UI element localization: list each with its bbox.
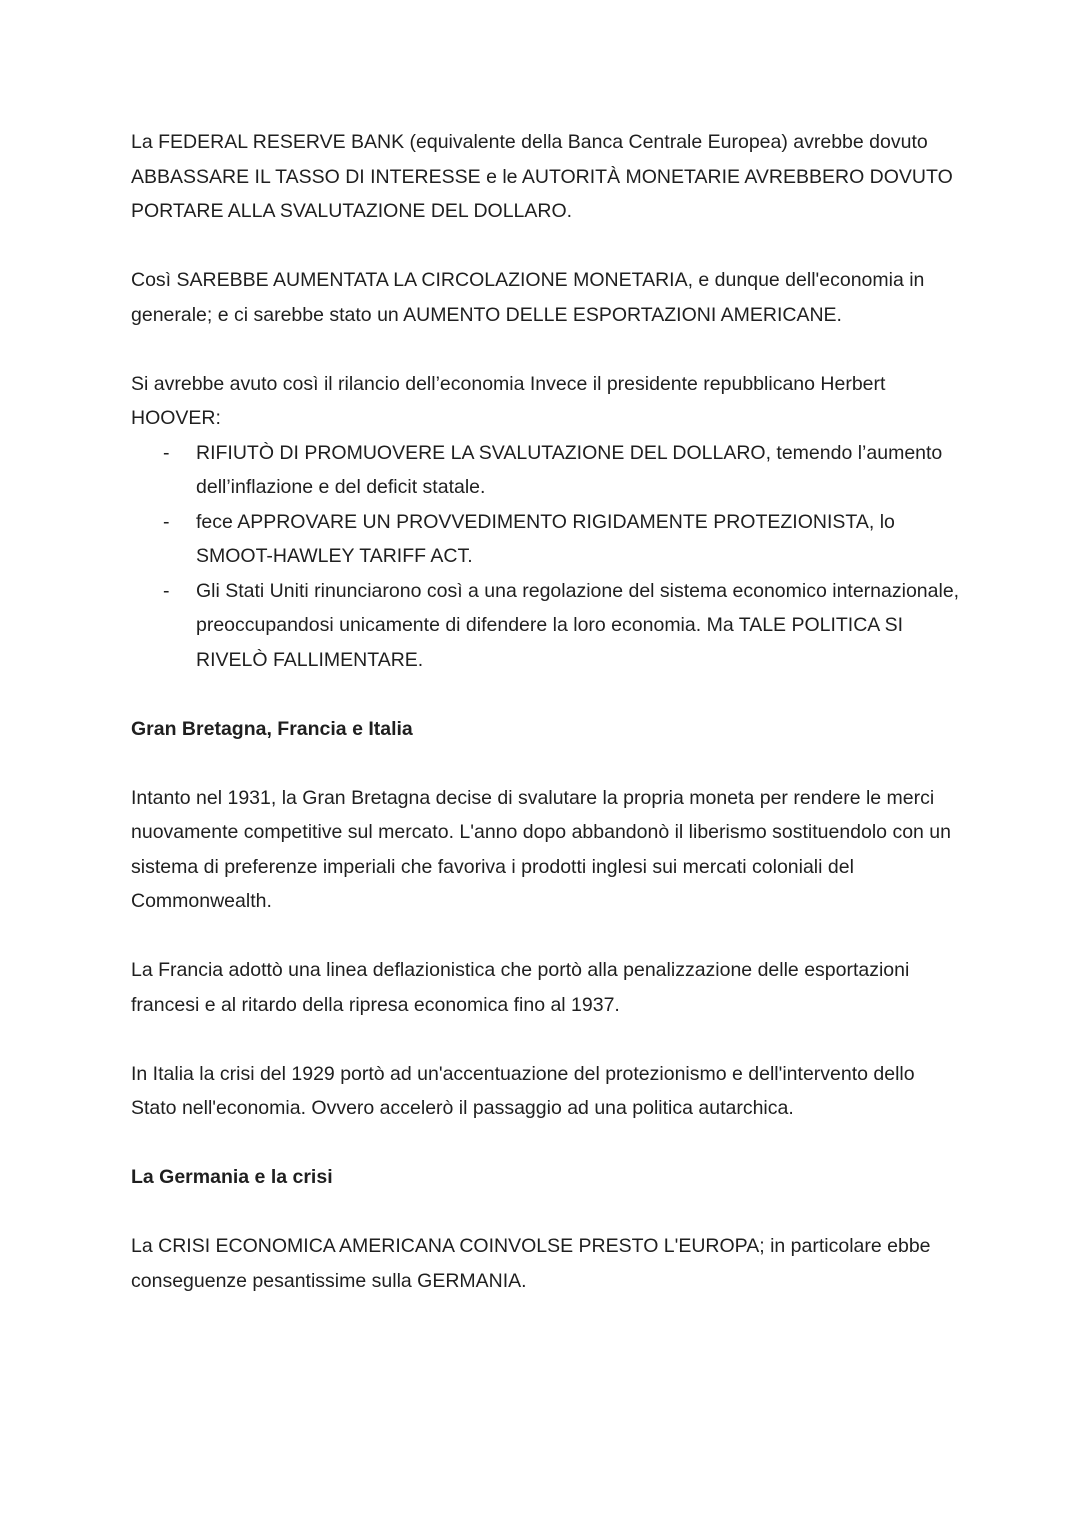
section-heading-europe: Gran Bretagna, Francia e Italia: [131, 717, 413, 740]
section-heading-germany: La Germania e la crisi: [131, 1166, 333, 1188]
dash-bullet: -: [163, 579, 170, 602]
list-item-text: Gli Stati Uniti rinunciarono così a una regolazione del sistema economico internazionale, preoccupandosi unicamente di difendere la loro economia. Ma TALE POLITICA SI RIVELÒ FALLIMENTARE.: [196, 579, 960, 671]
paragraph-italia: In Italia la crisi del 1929 portò ad un'accentuazione del protezionismo e dell'intervento dello Stato nell'economia. Ovvero accelerò il passaggio ad una politica autarchica.: [131, 1062, 915, 1119]
paragraph-gran-bretagna: Intanto nel 1931, la Gran Bretagna decise di svalutare la propria moneta per rendere le merci nuovamente competitive sul mercato. L'anno dopo abbandonò il liberismo sostituendolo con un sistema di preferenze imperiali che favoriva i prodotti inglesi sui mercati coloniali del Commonwealth.: [131, 786, 951, 912]
paragraph-federal-reserve: La FEDERAL RESERVE BANK (equivalente della Banca Centrale Europea) avrebbe dovuto ABBASSARE IL TASSO DI INTERESSE e le AUTORITÀ MONETARIE AVREBBERO DOVUTO PORTARE ALLA SVALUTAZIONE DEL DOLLARO.: [131, 131, 953, 222]
paragraph-hoover-intro: Si avrebbe avuto così il rilancio dell’economia Invece il presidente repubblicano Herbert HOOVER:: [131, 372, 886, 429]
list-item-text: RIFIUTÒ DI PROMUOVERE LA SVALUTAZIONE DEL DOLLARO, temendo l’aumento dell’inflazione e del deficit statale.: [196, 441, 943, 498]
hoover-policy-list: [131, 436, 961, 678]
dash-bullet: -: [163, 441, 170, 464]
dash-bullet: -: [163, 510, 170, 533]
list-item: [163, 505, 961, 574]
list-item: [163, 436, 961, 505]
list-item-text: fece APPROVARE UN PROVVEDIMENTO RIGIDAMENTE PROTEZIONISTA, lo SMOOT-HAWLEY TARIFF ACT.: [196, 510, 895, 567]
document-page: [131, 125, 961, 1298]
paragraph-francia: La Francia adottò una linea deflazionistica che portò alla penalizzazione delle esportazioni francesi e al ritardo della ripresa economica fino al 1937.: [131, 959, 910, 1016]
paragraph-circolazione-monetaria: Così SAREBBE AUMENTATA LA CIRCOLAZIONE MONETARIA, e dunque dell'economia in generale; e ci sarebbe stato un AUMENTO DELLE ESPORTAZIONI AMERICANE.: [131, 269, 925, 326]
list-item: [163, 574, 961, 678]
paragraph-germania: La CRISI ECONOMICA AMERICANA COINVOLSE PRESTO L'EUROPA; in particolare ebbe conseguenze pesantissime sulla GERMANIA.: [131, 1235, 931, 1292]
